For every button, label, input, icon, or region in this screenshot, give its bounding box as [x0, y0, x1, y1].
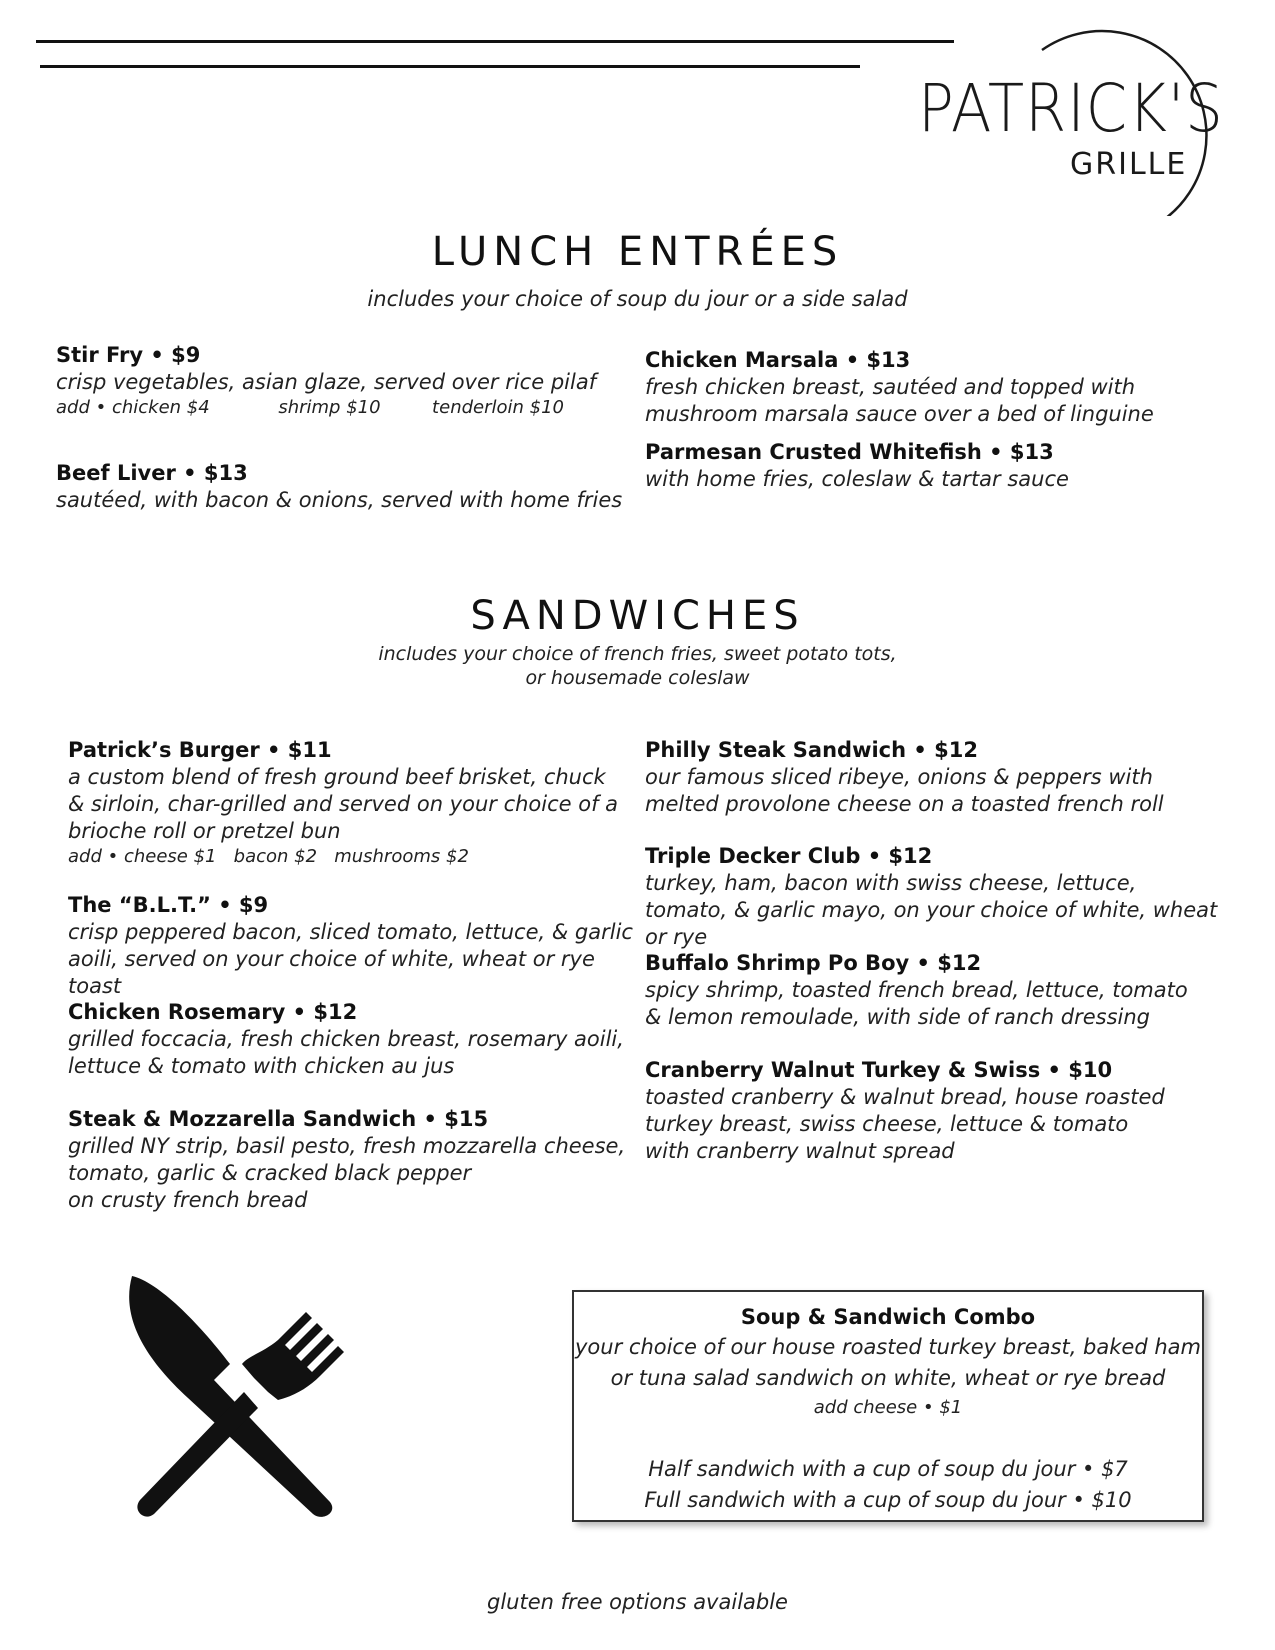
- sandwiches-section-title: SANDWICHES: [470, 593, 805, 639]
- menu-item-buffalo-shrimp: [645, 950, 1205, 1031]
- menu-item-cranberry-walnut-turkey: [645, 1057, 1165, 1165]
- menu-item-description: grilled foccacia, fresh chicken breast, rosemary aoili, lettuce & tomato with chicken au jus: [68, 1027, 624, 1078]
- menu-item-steak-mozzarella: [68, 1106, 648, 1214]
- menu-item-name: Beef Liver • $13: [56, 461, 248, 485]
- menu-item-name: Parmesan Crusted Whitefish • $13: [645, 440, 1054, 464]
- menu-item-chicken-rosemary: [68, 999, 628, 1080]
- gluten-free-note: gluten free options available: [487, 1590, 788, 1614]
- menu-item-name: Steak & Mozzarella Sandwich • $15: [68, 1107, 489, 1131]
- menu-item-name: Chicken Rosemary • $12: [68, 1000, 358, 1024]
- menu-item-name: Stir Fry • $9: [56, 343, 201, 367]
- lunch-section-subtitle: includes your choice of soup du jour or a side salad: [367, 287, 908, 311]
- knife-and-fork-icon: [118, 1272, 358, 1522]
- sandwiches-subtitle-line2: or housemade coleslaw: [525, 666, 750, 689]
- restaurant-logo: [900, 16, 1270, 216]
- header-rule-top: [36, 40, 954, 43]
- menu-item-description-line: tomato, garlic & cracked black pepper: [68, 1161, 472, 1185]
- menu-item-description: a custom blend of fresh ground beef brisket, chuck & sirloin, char-grilled and served on your choice of a brioche roll or pretzel bun: [68, 765, 619, 843]
- soup-sandwich-combo-box: [572, 1290, 1204, 1522]
- combo-spacer: [574, 1422, 1202, 1454]
- combo-description-line1: your choice of our house roasted turkey breast, baked ham: [575, 1335, 1201, 1359]
- menu-item-beef-liver: [56, 460, 636, 514]
- menu-item-name: The “B.L.T.” • $9: [68, 893, 269, 917]
- header-rule-bottom: [40, 65, 860, 68]
- menu-item-name: Triple Decker Club • $12: [645, 844, 933, 868]
- menu-item-stir-fry: [56, 342, 616, 420]
- menu-item-parmesan-whitefish: [645, 439, 1205, 493]
- menu-item-description: our famous sliced ribeye, onions & peppers with melted provolone cheese on a toasted french roll: [645, 765, 1164, 816]
- menu-item-name: Buffalo Shrimp Po Boy • $12: [645, 951, 982, 975]
- combo-half-option: Half sandwich with a cup of soup du jour • $7: [648, 1457, 1128, 1481]
- menu-item-patricks-burger: [68, 737, 628, 869]
- menu-item-description: fresh chicken breast, sautéed and topped with mushroom marsala sauce over a bed of linguine: [645, 375, 1154, 426]
- menu-item-name: Chicken Marsala • $13: [645, 348, 911, 372]
- menu-item-description: crisp vegetables, asian glaze, served over rice pilaf: [56, 370, 597, 394]
- menu-item-description-line: on crusty french bread: [68, 1188, 308, 1212]
- menu-item-description: spicy shrimp, toasted french bread, lettuce, tomato & lemon remoulade, with side of ranch dressing: [645, 978, 1188, 1029]
- combo-full-option: Full sandwich with a cup of soup du jour • $10: [644, 1488, 1132, 1512]
- combo-title: Soup & Sandwich Combo: [740, 1305, 1036, 1329]
- menu-item-chicken-marsala: [645, 347, 1165, 428]
- logo-subtitle: GRILLE: [1070, 147, 1188, 182]
- menu-item-addons: add • chicken $4 shrimp $10 tenderloin $10: [56, 397, 564, 418]
- menu-item-description-line: grilled NY strip, basil pesto, fresh mozzarella cheese,: [68, 1134, 626, 1158]
- menu-item-philly-steak: [645, 737, 1165, 818]
- combo-description-line2: or tuna salad sandwich on white, wheat or rye bread: [610, 1366, 1166, 1390]
- menu-item-name: Patrick’s Burger • $11: [68, 738, 332, 762]
- combo-addon: add cheese • $1: [813, 1397, 963, 1418]
- menu-item-blt: [68, 892, 640, 1000]
- logo-name: PATRICK'S: [918, 70, 1224, 147]
- sandwiches-section-subtitle: [0, 643, 1275, 691]
- sandwiches-subtitle-line1: includes your choice of french fries, sweet potato tots,: [378, 643, 897, 665]
- menu-item-description: toasted cranberry & walnut bread, house roasted turkey breast, swiss cheese, lettuce & tomato with cranberry walnut spread: [645, 1085, 1165, 1163]
- menu-item-triple-decker-club: [645, 843, 1220, 951]
- menu-item-name: Cranberry Walnut Turkey & Swiss • $10: [645, 1058, 1113, 1082]
- menu-item-description: crisp peppered bacon, sliced tomato, lettuce, & garlic aoili, served on your choice of white, wheat or rye toast: [68, 920, 633, 998]
- lunch-section-title: LUNCH ENTRÉES: [431, 229, 844, 275]
- menu-item-name: Philly Steak Sandwich • $12: [645, 738, 978, 762]
- menu-item-description: with home fries, coleslaw & tartar sauce: [645, 467, 1069, 491]
- menu-item-description: turkey, ham, bacon with swiss cheese, lettuce, tomato, & garlic mayo, on your choice of white, wheat or rye: [645, 871, 1218, 949]
- menu-item-addons: add • cheese $1 bacon $2 mushrooms $2: [68, 846, 469, 867]
- menu-item-description: sautéed, with bacon & onions, served with home fries: [56, 488, 623, 512]
